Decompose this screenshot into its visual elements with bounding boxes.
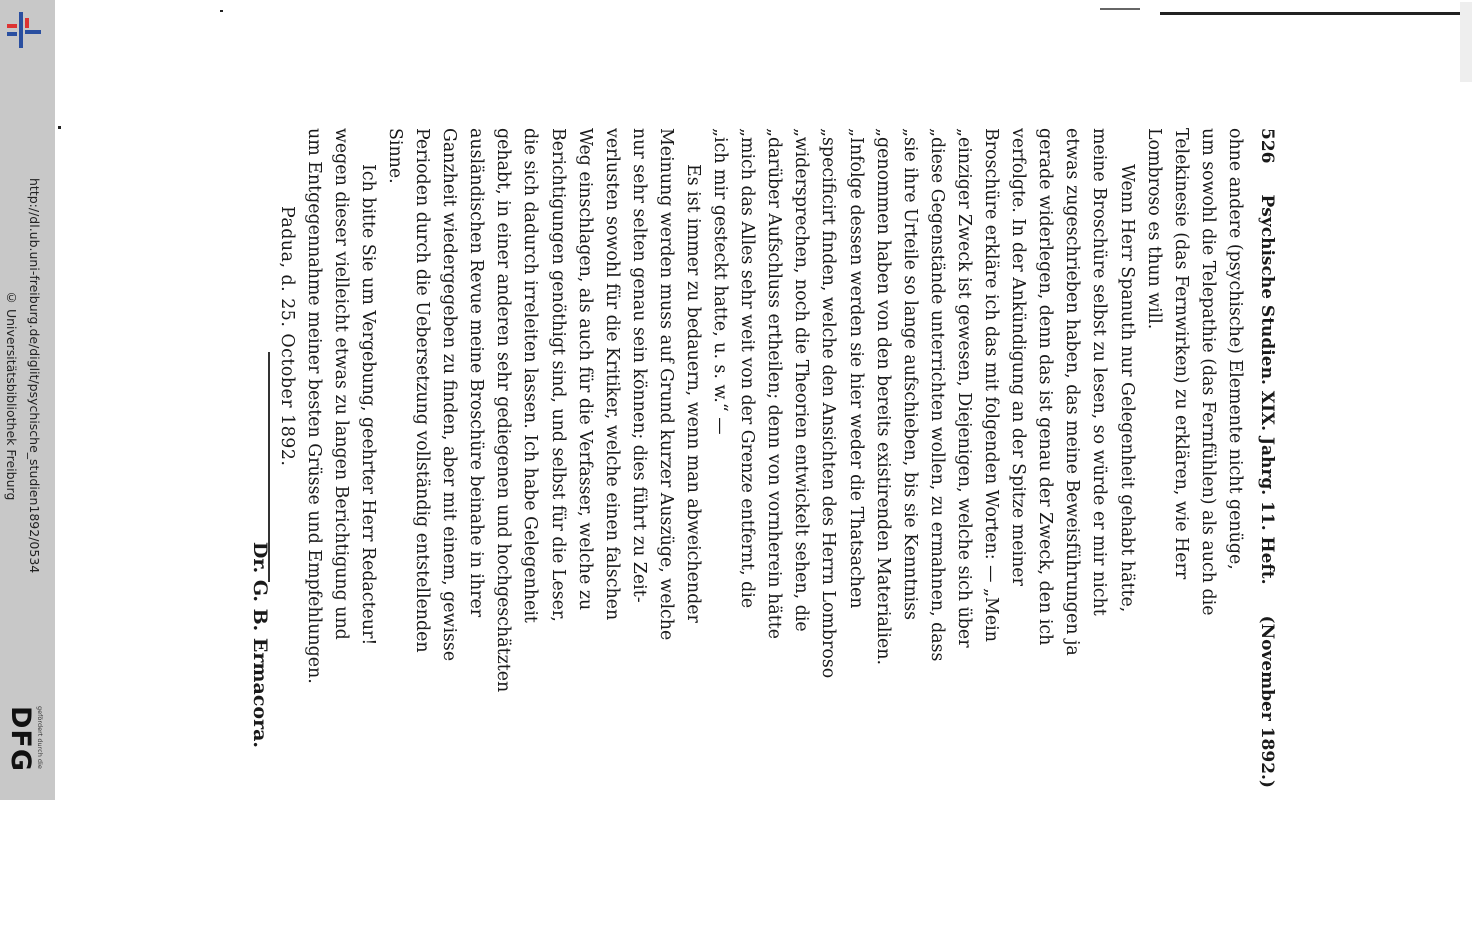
text-line: ausländischen Revue meine Broschüre beinahe in ihrer — [466, 128, 487, 618]
paragraph-3 — [381, 128, 706, 788]
funder-note: gefördert durch die — [36, 706, 44, 769]
paragraph-2 — [706, 128, 1140, 788]
copyright-notice: © Universitätsbibliothek Freiburg — [4, 290, 19, 501]
text-line: „specificirt finden, welche den Ansichten des Herrn Lombroso — [818, 128, 839, 679]
issue-date: (November 1892.) — [1257, 615, 1277, 788]
journal-heading: Psychische Studien. XIX. Jahrg. 11. Heft. — [1257, 194, 1277, 585]
text-line: Wenn Herr Spanuth nur Gelegenheit gehabt hätte, — [1116, 164, 1137, 613]
text-line: Ganzheit wiedergegeben zu finden, aber mit einem, gewisse — [439, 128, 460, 662]
text-line: „Infolge dessen werden sie hier weder die Thatsachen — [845, 128, 866, 609]
closing — [245, 128, 299, 788]
text-line: um Entgegennahme meiner besten Grüsse und Empfehlungen. — [303, 128, 324, 684]
page-text — [245, 128, 1280, 788]
text-line: „widersprechen, noch die Theorien entwickelt sehen, die — [791, 128, 812, 632]
paragraph-1 — [1140, 128, 1248, 788]
text-line: Es ist immer zu bedauern, wenn man abweichender — [683, 164, 704, 623]
text-line: meine Broschüre selbst zu lesen, so würde er mir nicht — [1089, 128, 1110, 616]
text-line: Sinne. — [385, 128, 405, 184]
text-line: die sich dadurch irreleiten lassen. Ich habe Gelegenheit — [520, 128, 541, 623]
scan-speck — [1460, 2, 1472, 82]
text-line: Broschüre erkläre ich das mit folgenden Worten: — „Mein — [981, 128, 1002, 642]
text-line: „genommen haben von den bereits existirenden Materialien. — [872, 128, 893, 665]
paragraph-4 — [300, 128, 381, 788]
text-line: verlusten sowohl für die Kritiker, welche einen falschen — [601, 128, 622, 621]
text-line: Telekinesie (das Fernwirken) zu erklären, wie Herr — [1170, 128, 1191, 580]
scanned-page — [248, 128, 1280, 928]
text-line: „diese Gegenstände unterrichten wollen, zu ermahnen, dass — [926, 128, 947, 662]
text-line: Ich bitte Sie um Vergebung, geehrter Herr Redacteur! — [357, 164, 378, 646]
text-line: „sie ihre Urteile so lange aufschieben, bis sie Kenntniss — [899, 128, 920, 621]
text-line: „einziger Zweck ist gewesen, Diejenigen, welche sich über — [953, 128, 974, 648]
scan-edge-mark — [1100, 8, 1140, 10]
scan-speck — [58, 126, 61, 129]
text-line: „mich das Alles sehr weit von der Grenze entfernt, die — [737, 128, 758, 609]
date-line: Padua, d. 25. October 1892. — [276, 206, 297, 467]
page-number: 526 — [1257, 128, 1277, 164]
running-head — [1253, 128, 1280, 788]
text-line: gehabt, in einer anderen sehr gediegenen und hochgeschätzten — [493, 128, 514, 693]
dfg-logo: DFG — [5, 706, 36, 773]
text-line: um sowohl die Telepathie (das Fernfühlen) als auch die — [1197, 128, 1218, 616]
scan-speck — [220, 10, 223, 12]
document-url[interactable]: http://dl.ub.uni-freiburg.de/diglit/psychische_studien1892/0534 — [27, 178, 42, 574]
text-line: Perioden durch die Uebersetzung vollständig entstellenden — [412, 128, 433, 653]
text-line: etwas zugeschrieben haben, das meine Beweisführungen ja — [1062, 128, 1083, 656]
text-line: Berichtigungen genöthigt sind, und selbst für die Leser, — [547, 128, 568, 622]
signature: Dr. G. B. Ermacora. — [248, 541, 271, 748]
text-line: Weg einschlagen, als auch für die Verfasser, welche zu — [574, 128, 595, 611]
text-line: nur sehr selten genau sein können; dies führt zu Zeit- — [628, 128, 649, 603]
text-line: wegen dieser vielleicht etwas zu langen Berichtigung und — [330, 128, 351, 640]
text-line: Meinung werden muss auf Grund kurzer Auszüge, welche — [655, 128, 676, 641]
text-line: gerade widerlegen, denn das ist genau der Zweck, den ich — [1035, 128, 1056, 646]
scan-edge-mark — [1160, 12, 1460, 15]
text-line: Lombroso es thun will. — [1143, 128, 1164, 330]
text-line: „darüber Aufschluss ertheilen; denn von vornherein hätte — [764, 128, 785, 639]
text-line: ohne andere (psychische) Elemente nicht genüge, — [1224, 128, 1245, 570]
ub-freiburg-logo-icon[interactable] — [3, 8, 45, 52]
viewer-sidebar — [0, 0, 55, 800]
text-line: „ich mir gesteckt hatte, u. s. w.“ — — [710, 128, 731, 435]
text-line: verfolgte. In der Ankündigung an der Spitze meiner — [1008, 128, 1029, 586]
